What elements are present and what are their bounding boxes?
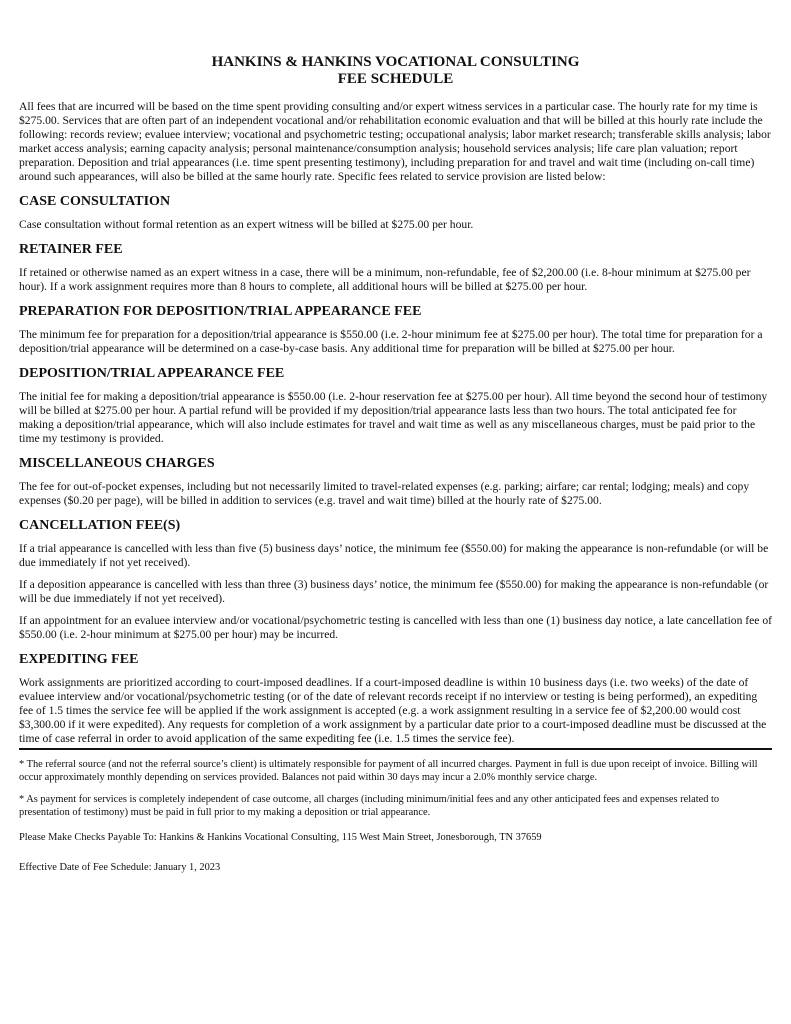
section-heading: CANCELLATION FEE(S) <box>19 518 181 533</box>
section-paragraph: If a trial appearance is cancelled with less than five (5) business days’ notice, the minimum fee ($550.00) for making the appearance is non-refundable (or will be due immediately if not yet received). <box>19 542 769 569</box>
footnote: * The referral source (and not the referral source’s client) is ultimately responsible for payment of all incurred charges. Payment in full is due upon receipt of invoice. Billing will occur approximately monthly depending on services provided. Balances not paid within 30 days may incur a 2.0% monthly service charge. <box>19 759 758 783</box>
section-paragraph: The fee for out-of-pocket expenses, including but not necessarily limited to travel-related expenses (e.g. parking; airfare; car rental; lodging; meals) and copy expenses ($0.20 per page), will be billed in addition to services (e.g. travel and wait time) billed at the hourly rate of $275.00. <box>19 480 750 507</box>
section-paragraph: If a deposition appearance is cancelled with less than three (3) business days’ notice, the minimum fee ($550.00) for making the appearance is non-refundable (or will be due immediately if not yet received). <box>19 578 769 605</box>
section-paragraph: If an appointment for an evaluee interview and/or vocational/psychometric testing is cancelled with less than one (1) business day notice, a late cancellation fee of $550.00 (i.e. 2-hour minimum at $275.00 per hour) may be incurred. <box>19 614 772 641</box>
section-cancellation-fees <box>19 518 772 642</box>
section-heading: PREPARATION FOR DEPOSITION/TRIAL APPEARANCE FEE <box>19 304 422 319</box>
effective-date-line: Effective Date of Fee Schedule: January 1, 2023 <box>19 862 221 873</box>
section-miscellaneous-charges <box>19 456 772 508</box>
section-case-consultation <box>19 194 772 232</box>
document-title-line2: FEE SCHEDULE <box>337 71 454 87</box>
footer-divider <box>19 748 772 750</box>
section-heading: CASE CONSULTATION <box>19 194 171 209</box>
section-appearance-fee <box>19 366 772 446</box>
document-title-line1: HANKINS & HANKINS VOCATIONAL CONSULTING <box>211 54 580 70</box>
section-expediting-fee <box>19 652 772 746</box>
intro-paragraph: All fees that are incurred will be based on the time spent providing consulting and/or expert witness services in a particular case. The hourly rate for my time is $275.00. Services that are often part of an independent vocational and/or rehabilitation economic evaluation and that will be billed at this hourly rate include the following: records review; evaluee interview; vocational and psychometric testing; occupational analysis; labor market research; transferable skills analysis; labor market access analysis; earning capacity analysis; personal maintenance/consumption analysis; household services analysis; life care plan valuation; report preparation. Deposition and trial appearances (i.e. time spent presenting testimony), including preparation for and travel and wait time (including on-call time) around such appearances, will also be billed at the same hourly rate. Specific fees related to service provision are listed below: <box>19 100 771 183</box>
section-paragraph: Case consultation without formal retention as an expert witness will be billed at $275.00 per hour. <box>19 218 474 231</box>
footnote: * As payment for services is completely independent of case outcome, all charges (including minimum/initial fees and any other anticipated fees and expenses related to presentation of testimony) must be paid in full prior to my making a deposition or trial appearance. <box>19 794 720 818</box>
footer-notes <box>19 758 772 874</box>
section-paragraph: Work assignments are prioritized according to court-imposed deadlines. If a court-imposed deadline is within 10 business days (i.e. two weeks) of the date of evaluee interview and/or vocational/psychometric testing (or of the date of relevant records receipt if no interview or testing is being performed), an expediting fee of 1.5 times the service fee will be applied if the work assignment is accepted (e.g. a work assignment resulting in a service fee of $2,200.00 would cost $3,300.00 if it were expedited). Any requests for completion of a work assignment by a particular date prior to a court-imposed deadline must be discussed at the time of case referral in order to avoid application of the same expediting fee (i.e. 1.5 times the service fee). <box>19 676 767 745</box>
checks-payable-line: Please Make Checks Payable To: Hankins & Hankins Vocational Consulting, 115 West Main Street, Jonesborough, TN 37659 <box>19 832 542 843</box>
section-heading: DEPOSITION/TRIAL APPEARANCE FEE <box>19 366 285 381</box>
section-paragraph: If retained or otherwise named as an expert witness in a case, there will be a minimum, non-refundable, fee of $2,200.00 (i.e. 8-hour minimum at $275.00 per hour). If a work assignment requires more than 8 hours to complete, all additional hours will be billed at $275.00 per hour. <box>19 266 751 293</box>
section-heading: EXPEDITING FEE <box>19 652 139 667</box>
section-heading: MISCELLANEOUS CHARGES <box>19 456 215 471</box>
section-paragraph: The initial fee for making a deposition/trial appearance is $550.00 (i.e. 2-hour reservation fee at $275.00 per hour). All time beyond the second hour of testimony will be billed at $275.00 per hour. A partial refund will be provided if my deposition/trial appearance lasts less than two hours. The total anticipated fee for making a deposition/trial appearance, which will also include estimates for travel and wait time as well as any miscellaneous charges, must be paid prior to the time my testimony is provided. <box>19 390 768 445</box>
section-preparation-fee <box>19 304 772 356</box>
section-paragraph: The minimum fee for preparation for a deposition/trial appearance is $550.00 (i.e. 2-hour minimum fee at $275.00 per hour). The total time for preparation for a deposition/trial appearance will be determined on a case-by-case basis. Any additional time for preparation will be billed at $275.00 per hour. <box>19 328 763 355</box>
section-heading: RETAINER FEE <box>19 242 123 257</box>
section-retainer-fee <box>19 242 772 294</box>
